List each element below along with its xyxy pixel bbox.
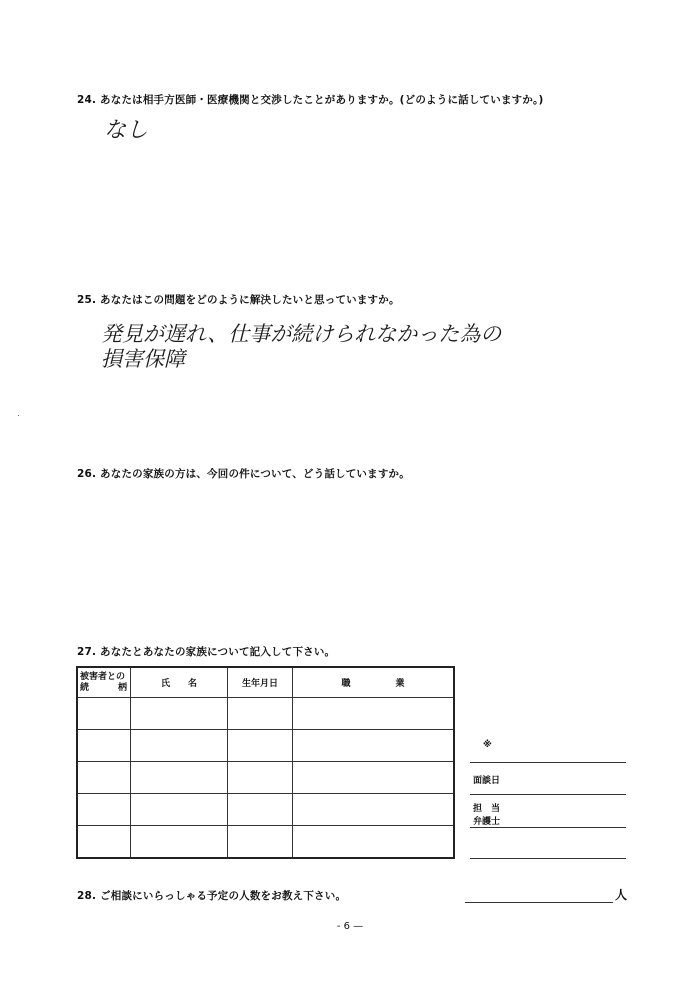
side-line-2[interactable] [470,794,626,795]
header-birthdate: 生年月日 [228,667,293,698]
answer-25-line2: 損害保障 [101,347,185,371]
table-row [77,826,454,859]
family-table [76,666,455,859]
cell-birthdate[interactable] [228,794,293,826]
header-relation-char2: 柄 [117,682,127,693]
table-row [77,698,454,730]
cell-relation[interactable] [77,762,131,794]
table-row [77,730,454,762]
stray-mark [18,415,19,416]
cell-birthdate[interactable] [228,762,293,794]
cell-name[interactable] [131,826,228,859]
header-relation [77,667,131,698]
people-count-field[interactable] [465,888,613,903]
side-line-1 [470,762,626,763]
cell-name[interactable] [131,762,228,794]
cell-occupation[interactable] [293,762,455,794]
cell-birthdate[interactable] [228,730,293,762]
header-relation-char1: 続 [80,682,90,693]
cell-relation[interactable] [77,698,131,730]
answer-25-line1: 発見が遅れ、仕事が続けられなかった為の [101,322,502,346]
cell-birthdate[interactable] [228,826,293,859]
cell-name[interactable] [131,698,228,730]
attorney-label-line1: 担 当 [473,804,501,814]
cell-occupation[interactable] [293,826,455,859]
question-25: 25. あなたはこの問題をどのように解決したいと思っていますか。 [77,294,400,306]
header-name: 氏 名 [131,667,228,698]
cell-occupation[interactable] [293,730,455,762]
cell-occupation[interactable] [293,698,455,730]
page-number: - 6 — [336,921,364,932]
family-table-header [77,667,454,698]
question-26: 26. あなたの家族の方は、今回の件について、どう話していますか。 [77,468,410,480]
cell-name[interactable] [131,730,228,762]
cell-occupation[interactable] [293,794,455,826]
people-unit: 人 [615,888,628,902]
side-line-4[interactable] [470,858,626,859]
cell-birthdate[interactable] [228,698,293,730]
header-occupation: 職 業 [293,667,455,698]
cell-name[interactable] [131,794,228,826]
cell-relation[interactable] [77,826,131,859]
answer-24: なし [104,118,149,143]
attorney-label-line2: 弁護士 [473,817,501,827]
table-row [77,794,454,826]
question-28: 28. ご相談にいらっしゃる予定の人数をお教え下さい。 [77,890,347,902]
question-24: 24. あなたは相手方医師・医療機関と交渉したことがありますか。(どのように話していますか。) [77,94,544,106]
side-line-3[interactable] [470,827,626,828]
interview-date-label: 面談日 [473,776,501,786]
question-27: 27. あなたとあなたの家族について記入して下さい。 [77,646,336,658]
office-mark: ※ [483,740,492,750]
cell-relation[interactable] [77,730,131,762]
header-relation-line1: 被害者との [80,671,126,682]
cell-relation[interactable] [77,794,131,826]
table-row [77,762,454,794]
